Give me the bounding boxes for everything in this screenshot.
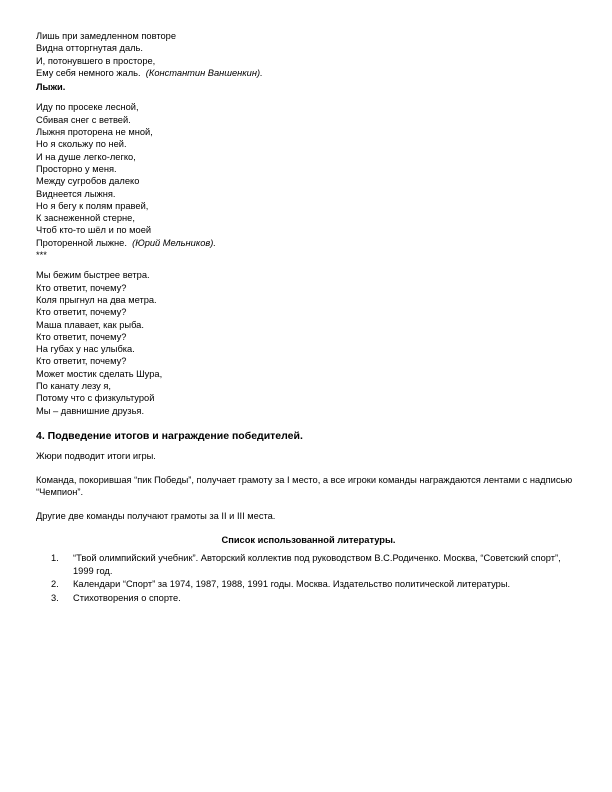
poem-line: Виднеется лыжня.: [36, 188, 116, 199]
poem-line: Лишь при замедленном повторе: [36, 31, 176, 41]
poem-line: Просторно у меня.: [36, 163, 117, 174]
literature-list: [36, 552, 581, 604]
list-item-text: “Твой олимпийский учебник”. Авторский коллектив под руководством В.С.Родиченко. Москва, “Советский спорт”, 1999 год.: [73, 553, 561, 576]
list-item: [36, 552, 581, 577]
poem-line: Мы бежим быстрее ветра.: [36, 270, 150, 281]
poem-line: Между сугробов далеко: [36, 176, 140, 187]
poem-line: Коля прыгнул на два метра.: [36, 294, 157, 305]
poem-line: И на душе легко-легко,: [36, 151, 136, 162]
literature-heading: Список использованной литературы.: [221, 535, 396, 546]
poem-line-with-author: [36, 237, 581, 249]
poem-line: Сбивая снег с ветвей.: [36, 114, 131, 125]
list-item: [36, 578, 581, 591]
poem-line: Проторенной лыжне.: [36, 237, 127, 248]
poem-line: К заснеженной стерне,: [36, 213, 135, 224]
poem-line: Кто ответит, почему?: [36, 331, 127, 342]
list-number: 2.: [51, 579, 59, 590]
list-item-text: Стихотворения о спорте.: [73, 593, 181, 604]
poem-separator: ***: [36, 250, 47, 261]
spacer: [36, 522, 581, 533]
poem-line: Может мостик сделать Шура,: [36, 368, 163, 379]
poem-line: Кто ответит, почему?: [36, 307, 127, 318]
poem-line: Ему себя немного жаль.: [36, 67, 141, 78]
spacer: [36, 463, 581, 474]
poem-line: Иду по просеке лесной,: [36, 102, 139, 113]
poem-skis: [36, 101, 581, 261]
paragraph: Жюри подводит итоги игры.: [36, 450, 156, 461]
poem-line: Но я бегу к полям правей,: [36, 200, 149, 211]
spacer: [36, 443, 581, 450]
poem-line: Маша плавает, как рыба.: [36, 319, 144, 330]
poem-line: Кто ответит, почему?: [36, 282, 127, 293]
section-heading: 4. Подведение итогов и награждение победителей.: [36, 429, 303, 442]
poem-line: Чтоб кто-то шёл и по моей: [36, 225, 152, 236]
list-item-text: Календари “Спорт” за 1974, 1987, 1988, 1991 годы. Москва. Издательство политической литературы.: [73, 579, 511, 590]
poem-line: Видна отторгнутая даль.: [36, 43, 143, 54]
paragraph: Команда, покорившая “пик Победы”, получает грамоту за I место, а все игроки команды награждаются лентами с надписью “Чемпион”.: [36, 474, 573, 498]
poem-line: Лыжня проторена не мной,: [36, 127, 153, 138]
poem-line: Кто ответит, почему?: [36, 356, 127, 367]
spacer: [36, 261, 581, 269]
poem-line: И, потонувшего в просторе,: [36, 55, 156, 66]
list-item: [36, 592, 581, 605]
poem-line: По канату лезу я,: [36, 381, 111, 392]
poem-why: [36, 269, 581, 417]
list-number: 1.: [51, 553, 59, 564]
poem-line: Но я скольжу по ней.: [36, 139, 127, 150]
poem-line-with-author: [36, 67, 581, 79]
paragraph: Другие две команды получают грамоты за II и III места.: [36, 510, 276, 521]
poem-title: Лыжи.: [36, 82, 66, 93]
poem-author: (Юрий Мельников).: [132, 237, 216, 248]
spacer: [36, 93, 581, 101]
poem-line: Потому что с физкультурой: [36, 393, 155, 404]
poem-author: (Константин Ваншенкин).: [145, 67, 263, 78]
list-number: 3.: [51, 593, 59, 604]
poem-line: На губах у нас улыбка.: [36, 344, 135, 355]
spacer: [36, 499, 581, 510]
poem-line: Мы – давнишние друзья.: [36, 405, 145, 416]
document-page: [36, 30, 581, 606]
poem-vanshenkin: [36, 30, 581, 79]
